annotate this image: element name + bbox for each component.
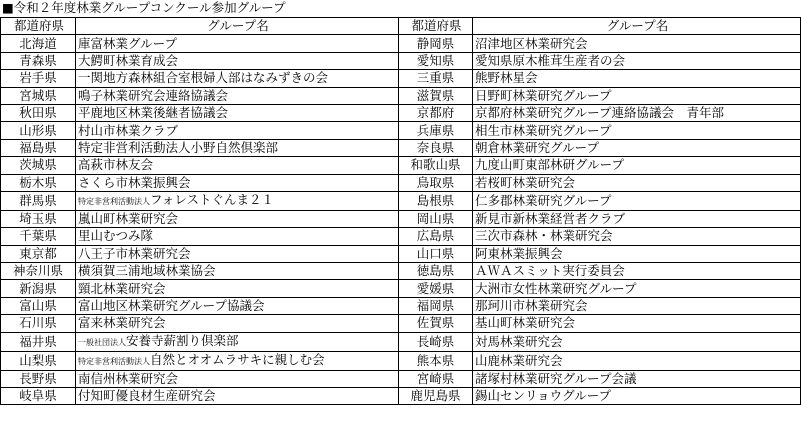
group-name-text: 嵐山町林業研究会	[78, 211, 179, 227]
group-name-cell	[76, 263, 399, 280]
group-name-cell: 錫山センリョウグループ	[473, 388, 801, 405]
group-name-cell: 阿東林業振興会	[473, 245, 801, 262]
group-name-text: 付知町優良材生産研究会	[78, 388, 216, 404]
prefecture-cell: 福岡県	[399, 297, 473, 314]
page-title: ■令和２年度林業グループコンクール参加グループ	[2, 0, 286, 15]
prefecture-cell: 福島県	[1, 139, 76, 156]
group-name-cell: 九度山町東部林研グループ	[473, 157, 801, 174]
group-name-text: 富来林業研究会	[78, 315, 166, 331]
group-name-cell	[76, 157, 399, 174]
prefecture-cell: 奈良県	[399, 139, 473, 156]
group-name-text: 大鰐町林業育成会	[78, 52, 179, 68]
group-name-cell: 新見市新林業経営者クラブ	[473, 210, 801, 227]
group-name-text: フォレストぐんま２１	[150, 191, 275, 207]
group-name-cell: 諸塚村林業研究グループ会議	[473, 370, 801, 387]
prefecture-cell: 宮城県	[1, 87, 76, 104]
prefecture-cell: 徳島県	[399, 263, 473, 280]
group-name-cell: 仁多郡林業研究グループ	[473, 191, 801, 210]
prefecture-cell: 岐阜県	[1, 388, 76, 405]
prefecture-cell: 宮崎県	[399, 370, 473, 387]
table-row	[1, 351, 801, 370]
group-name-text: 特定非営利活動法人小野自然倶楽部	[78, 139, 279, 155]
prefecture-cell: 群馬県	[1, 191, 76, 210]
group-name-cell: 朝倉林業研究グループ	[473, 139, 801, 156]
group-name-cell	[76, 280, 399, 297]
group-name-cell	[76, 388, 399, 405]
table-row	[1, 263, 801, 280]
group-name-text: 安養寺薪割り倶楽部	[126, 332, 239, 348]
group-name-text: 鳴子林業研究会連絡協議会	[78, 87, 229, 103]
prefecture-cell: 佐賀県	[399, 315, 473, 332]
table-row	[1, 245, 801, 262]
prefecture-cell: 石川県	[1, 315, 76, 332]
table-row	[1, 297, 801, 314]
prefecture-cell: 広島県	[399, 228, 473, 245]
table-row	[1, 104, 801, 121]
prefecture-cell: 山形県	[1, 122, 76, 139]
group-name-cell: 愛知県原木椎茸生産者の会	[473, 52, 801, 69]
table-row	[1, 191, 801, 210]
group-name-text: さくら市林業振興会	[78, 174, 191, 190]
table-row	[1, 52, 801, 69]
prefecture-cell: 兵庫県	[399, 122, 473, 139]
group-name-cell: 山鹿林業研究会	[473, 351, 801, 370]
table-row	[1, 122, 801, 139]
header-prefecture-left: 都道府県	[1, 18, 76, 35]
prefecture-cell: 千葉県	[1, 228, 76, 245]
prefecture-cell: 三重県	[399, 70, 473, 87]
group-name-text: 八王子市林業研究会	[78, 245, 191, 261]
corporation-type-label: 一般社団法人	[78, 337, 126, 347]
prefecture-cell: 山口県	[399, 245, 473, 262]
group-name-cell: ＡＷＡスミット実行委員会	[473, 263, 801, 280]
table-row	[1, 35, 801, 52]
table-row	[1, 210, 801, 227]
group-name-cell	[76, 70, 399, 87]
group-name-cell	[76, 228, 399, 245]
prefecture-cell: 東京都	[1, 245, 76, 262]
group-name-cell: 相生市林業研究グループ	[473, 122, 801, 139]
group-name-text: 平鹿地区林業後継者協議会	[78, 105, 229, 121]
prefecture-cell: 滋賀県	[399, 87, 473, 104]
table-row	[1, 370, 801, 387]
prefecture-cell: 京都府	[399, 104, 473, 121]
group-name-cell	[76, 139, 399, 156]
header-row	[1, 18, 801, 35]
prefecture-cell: 長崎県	[399, 332, 473, 351]
prefecture-cell: 福井県	[1, 332, 76, 351]
group-name-text: 一関地方森林組合室根婦人部はなみずきの会	[78, 70, 329, 86]
corporation-type-label: 特定非営利活動法人	[78, 356, 150, 366]
group-name-cell: 三次市森林・林業研究会	[473, 228, 801, 245]
header-group-left: グループ名	[76, 18, 399, 35]
group-name-cell	[76, 104, 399, 121]
prefecture-cell: 茨城県	[1, 157, 76, 174]
table-row	[1, 388, 801, 405]
group-name-cell: 対馬林業研究会	[473, 332, 801, 351]
group-name-text: 頸北林業研究会	[78, 280, 166, 296]
group-name-text: 横須賀三浦地域林業協会	[78, 263, 216, 279]
group-name-cell	[76, 210, 399, 227]
group-name-cell: 熊野林星会	[473, 70, 801, 87]
header-prefecture-right: 都道府県	[399, 18, 473, 35]
table-row	[1, 157, 801, 174]
group-name-text: 里山むつみ隊	[78, 228, 154, 244]
prefecture-cell: 愛知県	[399, 52, 473, 69]
table-row	[1, 315, 801, 332]
group-name-cell	[76, 332, 399, 351]
prefecture-cell: 岩手県	[1, 70, 76, 87]
prefecture-cell: 山梨県	[1, 351, 76, 370]
prefecture-cell: 島根県	[399, 191, 473, 210]
prefecture-cell: 新潟県	[1, 280, 76, 297]
group-name-cell	[76, 315, 399, 332]
prefecture-cell: 富山県	[1, 297, 76, 314]
group-name-cell: 大洲市女性林業研究グループ	[473, 280, 801, 297]
table-row	[1, 332, 801, 351]
group-table	[0, 17, 801, 405]
prefecture-cell: 埼玉県	[1, 210, 76, 227]
group-name-text: 自然とオオムラサキに親しむ会	[150, 351, 325, 367]
table-row	[1, 139, 801, 156]
prefecture-cell: 栃木県	[1, 174, 76, 191]
group-name-cell	[76, 297, 399, 314]
prefecture-cell: 和歌山県	[399, 157, 473, 174]
group-name-cell	[76, 370, 399, 387]
prefecture-cell: 秋田県	[1, 104, 76, 121]
group-name-cell: 日野町林業研究グループ	[473, 87, 801, 104]
prefecture-cell: 愛媛県	[399, 280, 473, 297]
prefecture-cell: 静岡県	[399, 35, 473, 52]
prefecture-cell: 熊本県	[399, 351, 473, 370]
group-name-cell: 基山町林業研究会	[473, 315, 801, 332]
prefecture-cell: 鳥取県	[399, 174, 473, 191]
group-name-text: 高萩市林友会	[78, 157, 154, 173]
table-row	[1, 174, 801, 191]
group-name-cell	[76, 35, 399, 52]
prefecture-cell: 岡山県	[399, 210, 473, 227]
prefecture-cell: 鹿児島県	[399, 388, 473, 405]
table-row	[1, 70, 801, 87]
group-name-cell: 若桜町林業研究会	[473, 174, 801, 191]
prefecture-cell: 長野県	[1, 370, 76, 387]
group-name-cell	[76, 122, 399, 139]
table-row	[1, 87, 801, 104]
group-name-text: 南信州林業研究会	[78, 370, 179, 386]
prefecture-cell: 青森県	[1, 52, 76, 69]
group-name-cell	[76, 87, 399, 104]
group-name-cell	[76, 191, 399, 210]
group-name-text: 富山地区林業研究グループ協議会	[78, 298, 265, 314]
group-name-cell: 那珂川市林業研究会	[473, 297, 801, 314]
table-row	[1, 228, 801, 245]
group-name-cell	[76, 174, 399, 191]
prefecture-cell: 神奈川県	[1, 263, 76, 280]
group-name-text: 村山市林業クラブ	[78, 122, 179, 138]
prefecture-cell: 北海道	[1, 35, 76, 52]
table-row	[1, 280, 801, 297]
group-name-cell	[76, 245, 399, 262]
group-name-text: 庫富林業グループ	[78, 35, 178, 51]
group-name-cell: 京都府林業研究グループ連絡協議会 青年部	[473, 104, 801, 121]
group-name-cell	[76, 351, 399, 370]
group-name-cell	[76, 52, 399, 69]
header-group-right: グループ名	[473, 18, 801, 35]
group-name-cell: 沼津地区林業研究会	[473, 35, 801, 52]
corporation-type-label: 特定非営利活動法人	[78, 196, 150, 206]
